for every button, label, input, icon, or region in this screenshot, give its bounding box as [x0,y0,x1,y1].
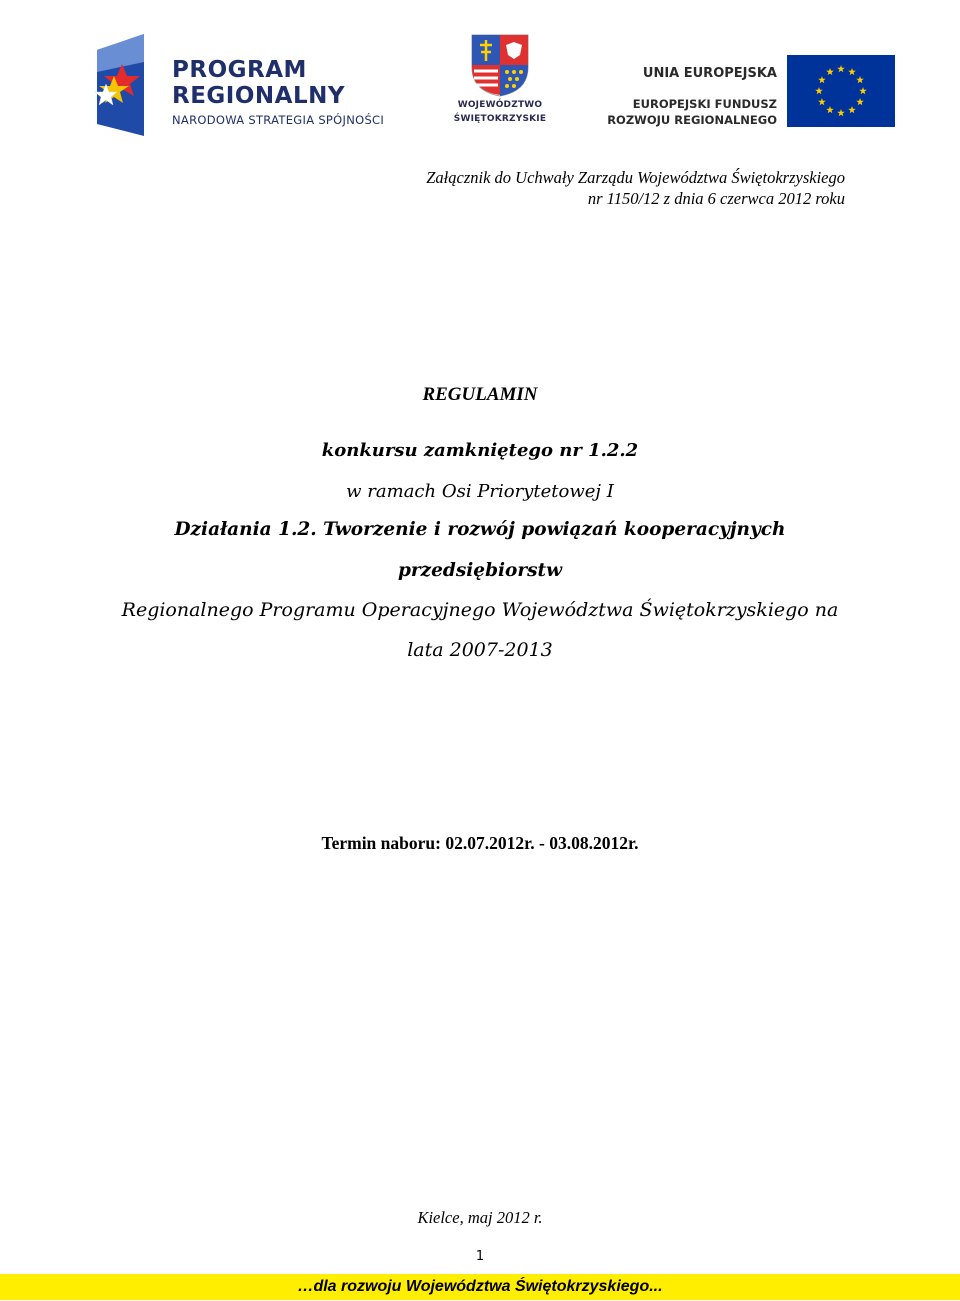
program-period: lata 2007-2013 [407,639,553,661]
program-regionalny-logo [92,30,412,140]
application-period: Termin naboru: 02.07.2012r. - 03.08.2012r. [321,833,639,853]
competition-number: konkursu zamkniętego nr 1.2.2 [321,440,639,461]
program-name: Regionalnego Programu Operacyjnego Województwa Świętokrzyskiego na [121,599,839,621]
program-logo-subtitle: NARODOWA STRATEGIA SPÓJNOŚCI [172,113,385,127]
annex-line1: Załącznik do Uchwały Zarządu Województwa Świętokrzyskiego [426,168,845,187]
program-logo-line2: REGIONALNY [172,83,346,109]
eu-flag-icon [787,55,895,127]
program-regionalny-emblem [92,32,167,138]
place-date: Kielce, maj 2012 r. [417,1208,543,1227]
eu-logo-line3: ROZWOJU REGIONALNEGO [607,113,777,127]
measure-title: Działania 1.2. Tworzenie i rozwój powiązań kooperacyjnych [174,519,786,540]
page-number: 1 [475,1249,485,1264]
measure-title-cont: przedsiębiorstw [397,560,563,581]
annex-line2: nr 1150/12 z dnia 6 czerwca 2012 roku [587,189,845,208]
document-title: REGULAMIN [422,384,538,405]
voivodeship-logo-line1: WOJEWÓDZTWO [457,100,543,110]
voivodeship-logo-line2: ŚWIĘTOKRZYSKIE [453,114,547,124]
voivodeship-logo [450,33,550,133]
eu-logo [607,55,895,130]
eu-logo-line2: EUROPEJSKI FUNDUSZ [632,97,777,111]
priority-axis: w ramach Osi Priorytetowej I [346,481,614,502]
eu-logo-line1: UNIA EUROPEJSKA [642,66,777,81]
program-logo-line1: PROGRAM [172,57,307,83]
footer-slogan: …dla rozwoju Województwa Świętokrzyskiego... [297,1278,663,1295]
footer-bar [0,1274,960,1300]
coat-of-arms-icon [450,33,550,97]
